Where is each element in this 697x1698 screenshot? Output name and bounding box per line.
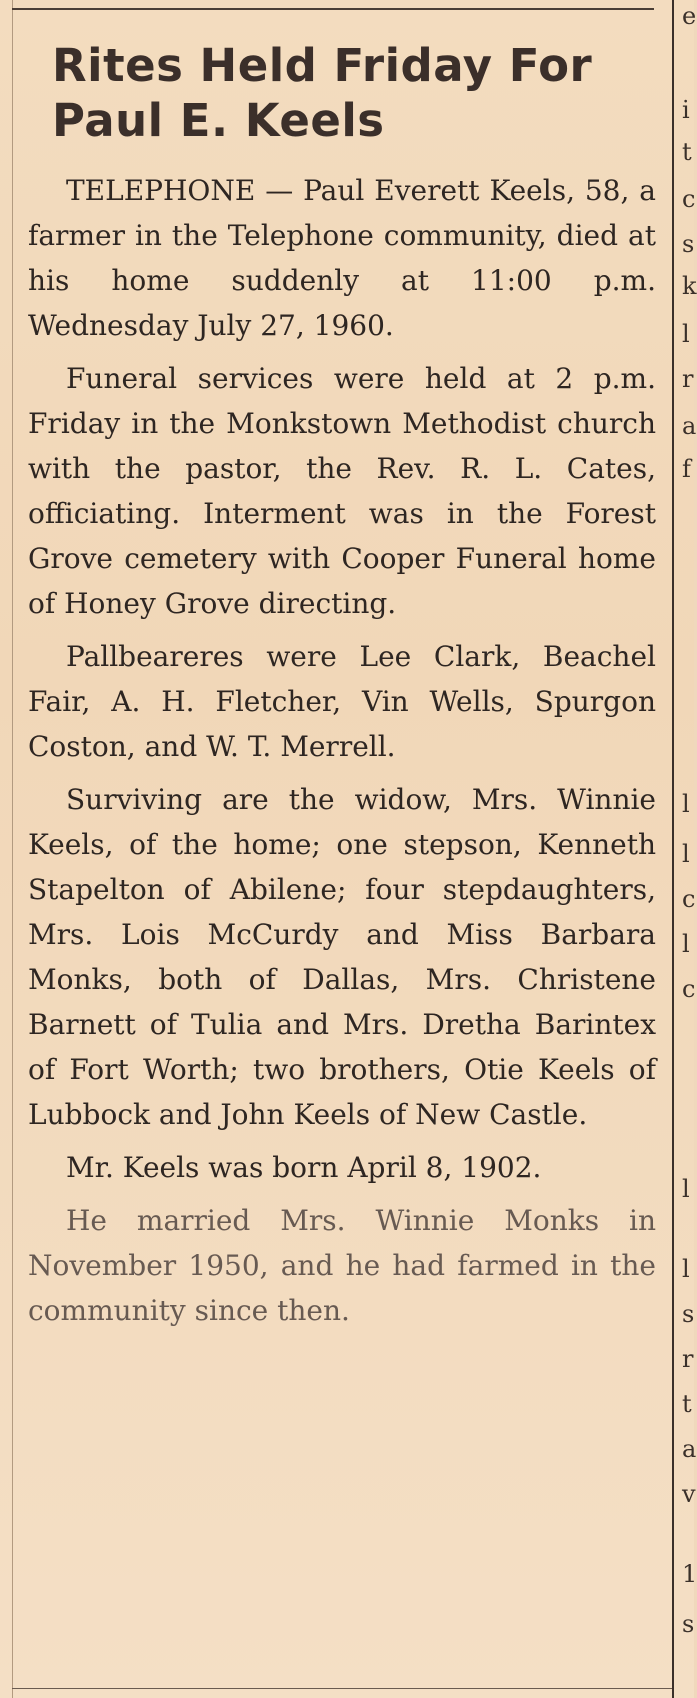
adjacent-column-fragment: v (682, 1480, 696, 1508)
article-paragraph-death: TELEPHONE — Paul Everett Keels, 58, a farmer in the Telephone community, died at his home suddenly at 11:00 p.m. Wednesday July 27, 1960. (28, 174, 656, 342)
adjacent-column-fragment: l (682, 790, 690, 818)
adjacent-column-fragment: l (682, 320, 690, 348)
adjacent-column-fragment: k (682, 272, 697, 300)
adjacent-column-fragment: l (682, 1255, 690, 1283)
adjacent-column-fragment: 1 (682, 1560, 697, 1588)
adjacent-column-fragment: l (682, 930, 690, 958)
adjacent-column-fragment: s (682, 1610, 695, 1638)
adjacent-column-fragment: a (682, 412, 697, 440)
article-paragraph-pallbearers: Pallbeareres were Lee Clark, Beachel Fair, A. H. Fletcher, Vin Wells, Spurgon Coston, and W. T. Merrell. (28, 640, 656, 763)
adjacent-column-fragment: r (682, 365, 694, 393)
adjacent-column-edge (682, 0, 697, 1698)
article-paragraph-birth: Mr. Keels was born April 8, 1902. (66, 1151, 542, 1184)
top-border-rule (12, 8, 654, 10)
adjacent-column-fragment: l (682, 840, 690, 868)
column-divider-rule (672, 0, 674, 1698)
adjacent-column-fragment: i (682, 96, 690, 124)
adjacent-column-fragment: c (682, 885, 696, 913)
adjacent-column-fragment: s (682, 1300, 695, 1328)
left-border-rule (12, 0, 13, 1698)
adjacent-column-fragment: c (682, 975, 696, 1003)
article-paragraph-survivors: Surviving are the widow, Mrs. Winnie Keels, of the home; one stepson, Kenneth Stapelton of Abilene; four stepdaughters, Mrs. Lois McCurdy and Miss Barbara Monks, both of Dallas, Mrs. Christene Barnett of Tulia and Mrs. Dretha Barintex of Fort Worth; two brothers, Otie Keels of Lubbock and John Keels of New Castle. (28, 783, 656, 1131)
adjacent-column-fragment: t (682, 1390, 692, 1418)
adjacent-column-fragment: c (682, 185, 696, 213)
article-paragraph-funeral: Funeral services were held at 2 p.m. Friday in the Monkstown Methodist church with the pastor, the Rev. R. L. Cates, officiating. Interment was in the Forest Grove cemetery with Cooper Funeral home of Honey Grove directing. (28, 362, 656, 620)
adjacent-column-fragment: l (682, 1175, 690, 1203)
obituary-article (28, 38, 656, 1341)
adjacent-column-fragment: e (682, 2, 697, 30)
adjacent-column-fragment: t (682, 138, 692, 166)
article-paragraph-marriage: He married Mrs. Winnie Monks in November 1950, and he had farmed in the community since then. (28, 1204, 656, 1327)
adjacent-column-fragment: r (682, 1345, 694, 1373)
adjacent-column-fragment: f (682, 455, 691, 483)
adjacent-column-fragment: s (682, 230, 695, 258)
bottom-border-rule (12, 1688, 672, 1689)
adjacent-column-fragment: a (682, 1435, 697, 1463)
article-headline: Rites Held Friday For Paul E. Keels (52, 39, 593, 147)
